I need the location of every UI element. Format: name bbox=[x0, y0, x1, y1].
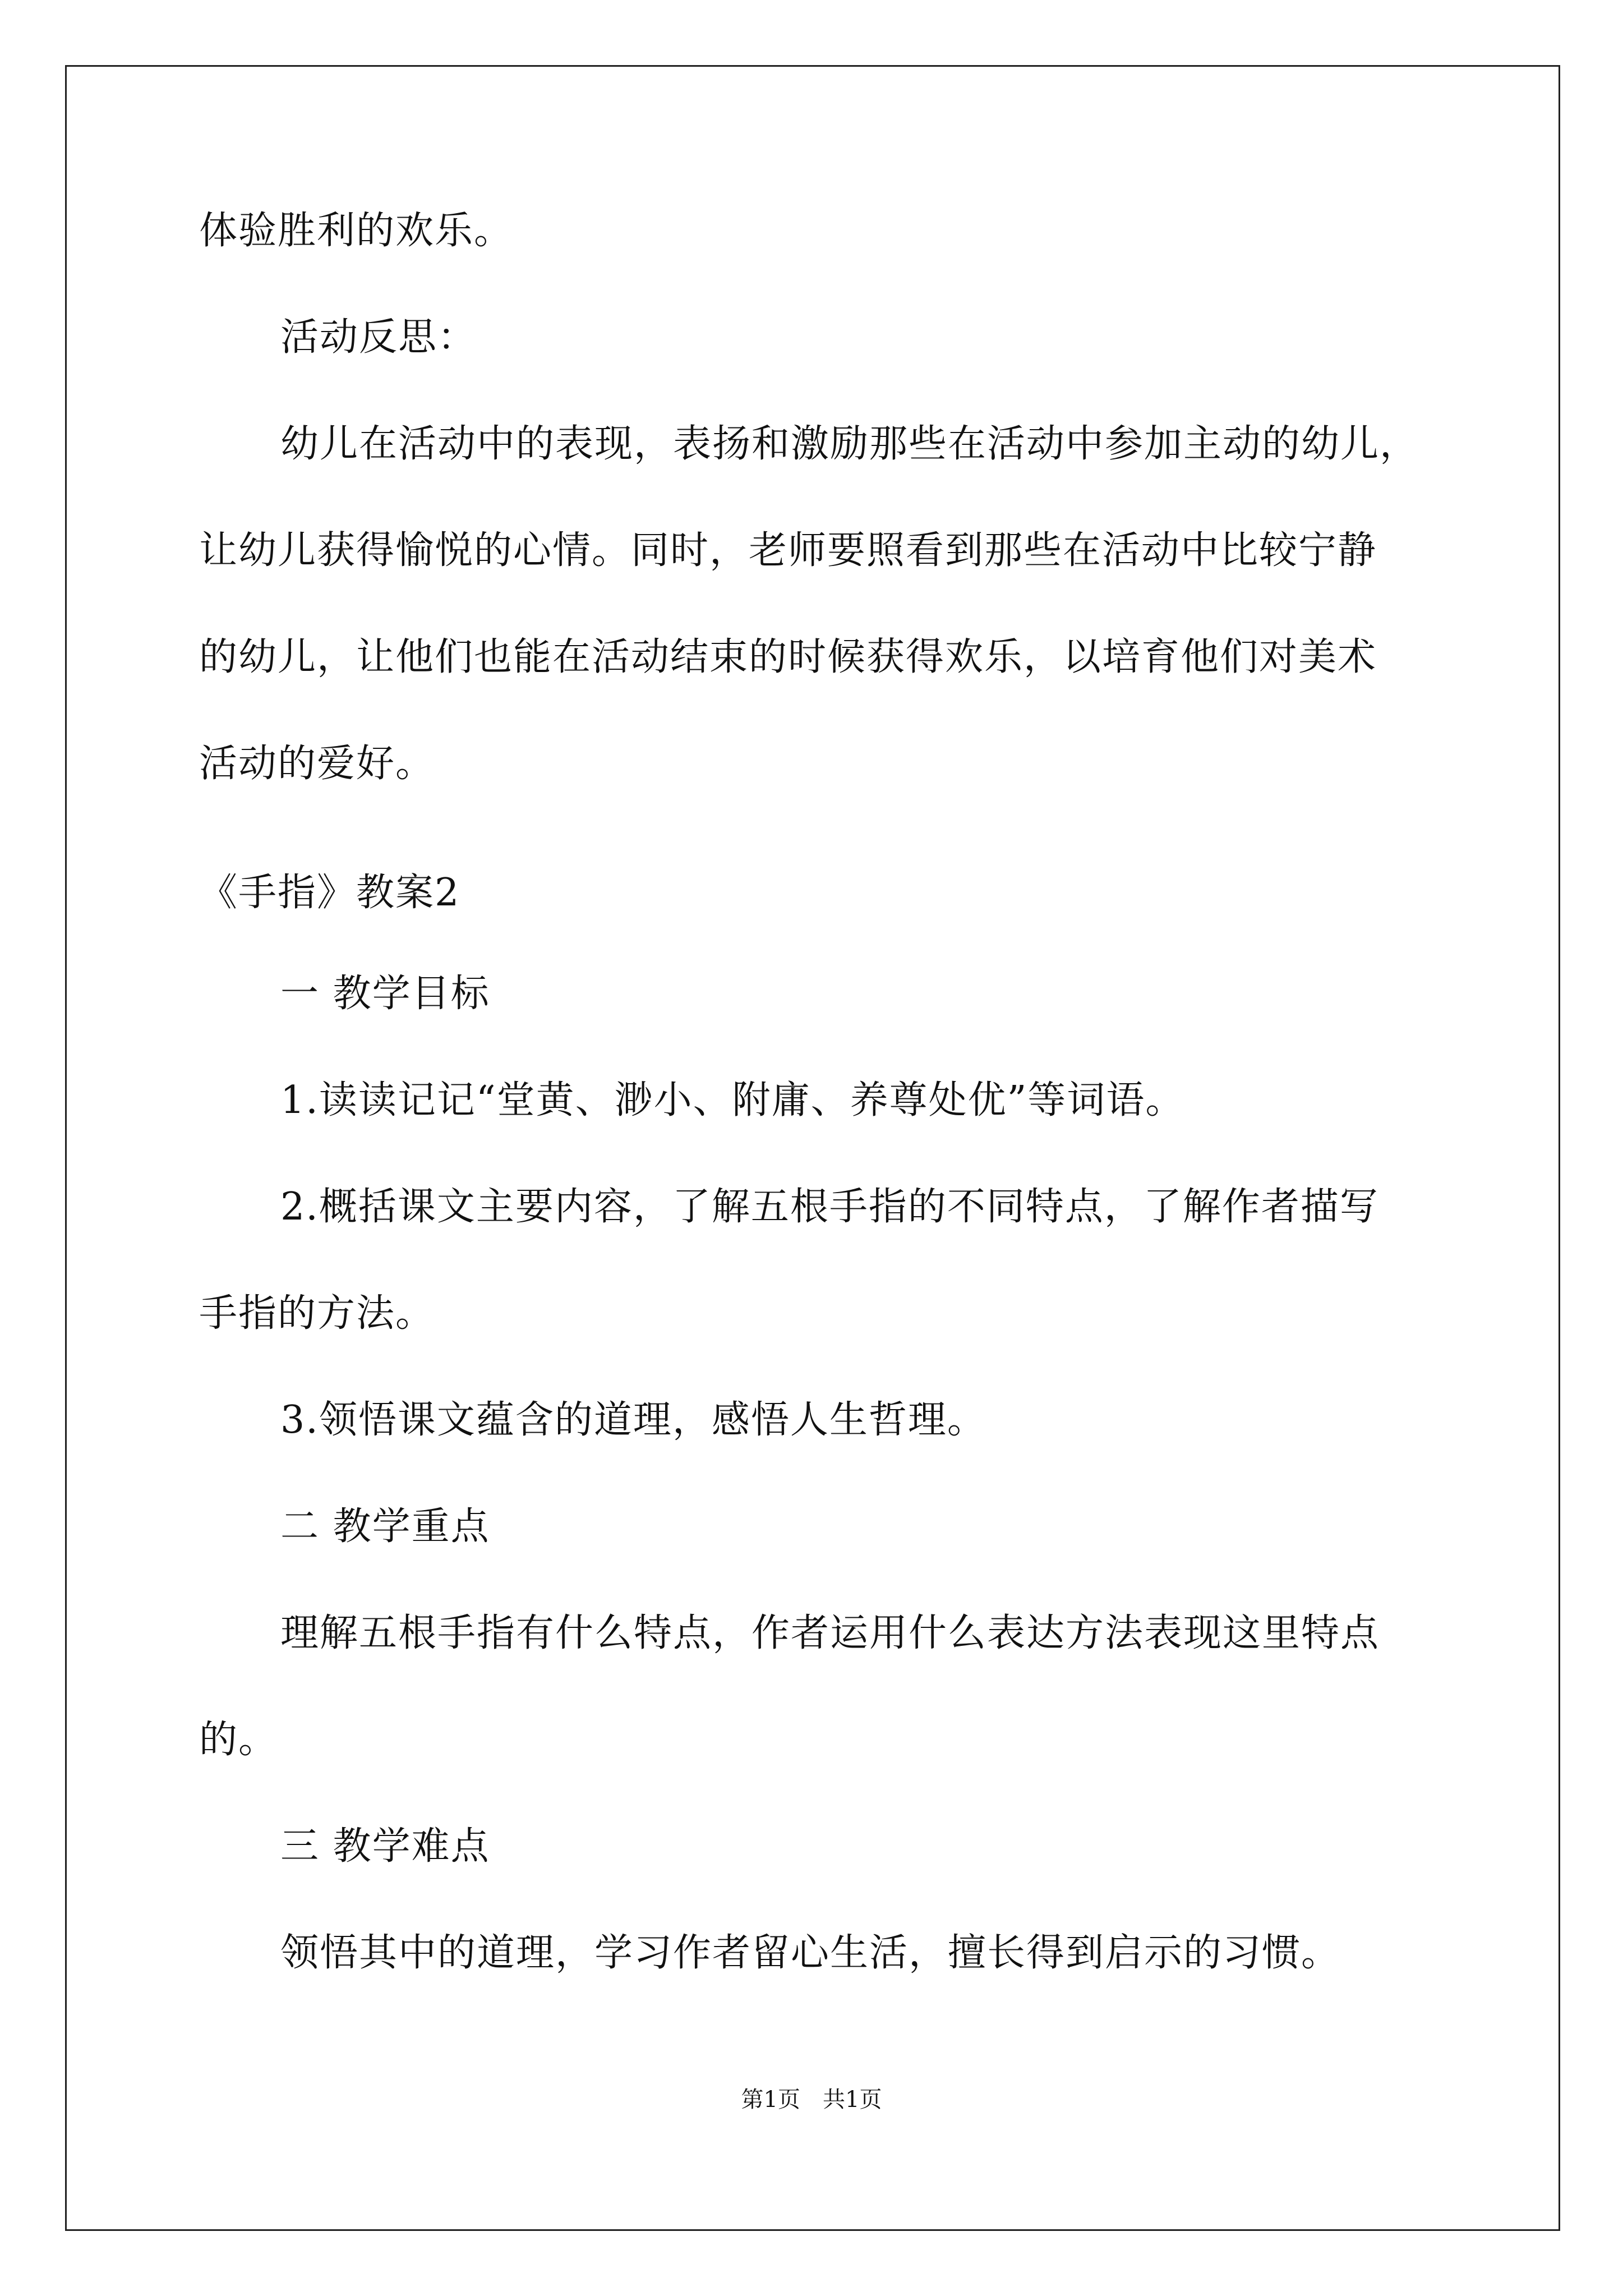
page-total: 共1页 bbox=[823, 2087, 882, 2113]
paragraph-line: 二 教学重点 bbox=[280, 1504, 490, 1549]
paragraph-line: 活动的爱好。 bbox=[199, 742, 435, 786]
paragraph-line: 的幼儿，让他们也能在活动结束的时候获得欢乐，以培育他们对美术 bbox=[199, 635, 1377, 679]
page-footer bbox=[0, 2086, 1623, 2114]
paragraph-line: 理解五根手指有什么特点，作者运用什么表达方法表现这里特点 bbox=[280, 1611, 1380, 1655]
page-border bbox=[65, 65, 1560, 2231]
paragraph-line: 1.读读记记“堂黄、渺小、附庸、养尊处优”等词语。 bbox=[280, 1078, 1185, 1122]
paragraph-line: 让幼儿获得愉悦的心情。同时，老师要照看到那些在活动中比较宁静 bbox=[199, 528, 1377, 573]
paragraph-line: 幼儿在活动中的表现，表扬和激励那些在活动中参加主动的幼儿， bbox=[280, 422, 1419, 466]
paragraph-line: 3.领悟课文蕴含的道理，感悟人生哲理。 bbox=[280, 1398, 986, 1442]
paragraph-line: 领悟其中的道理，学习作者留心生活，擅长得到启示的习惯。 bbox=[280, 1931, 1341, 1975]
paragraph-line: 2.概括课文主要内容，了解五根手指的不同特点，了解作者描写 bbox=[280, 1185, 1379, 1229]
paragraph-line: 体验胜利的欢乐。 bbox=[199, 209, 514, 253]
paragraph-line: 的。 bbox=[199, 1718, 278, 1762]
page-number: 第1页 bbox=[741, 2087, 800, 2113]
section-heading: 《手指》教案2 bbox=[199, 871, 460, 915]
paragraph-line: 三 教学难点 bbox=[280, 1824, 490, 1869]
paragraph-line: 活动反思： bbox=[280, 315, 477, 360]
paragraph-line: 一 教学目标 bbox=[280, 972, 490, 1016]
paragraph-line: 手指的方法。 bbox=[199, 1291, 435, 1336]
